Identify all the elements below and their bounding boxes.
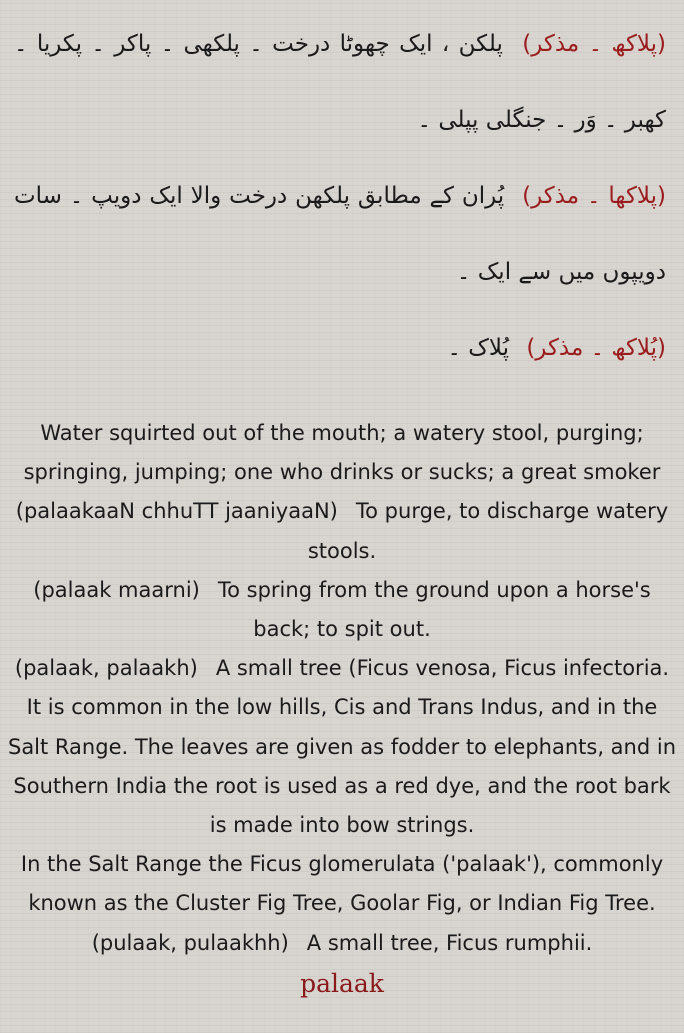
urdu-entry-1-text: پلکن ، ایک چھوٹا درخت ۔ پلکھی ۔ پاکر ۔ پکریا ۔ کھبر ۔ وَر ۔ جنگلی پپلی ۔ <box>14 31 666 133</box>
english-entry-2-term: (palaak maarni) <box>33 577 200 602</box>
english-definitions <box>0 414 684 963</box>
urdu-entry-3-text: پُلاک ۔ <box>447 335 509 361</box>
english-entry-1 <box>6 492 678 570</box>
urdu-entry-2-tag: (پلاکھا ۔ مذکر) <box>522 183 667 209</box>
urdu-entry-1 <box>14 6 666 158</box>
urdu-entry-3-tag: (پُلاکھ ۔ مذکر) <box>526 335 666 361</box>
english-entry-3-meaning: A small tree (Ficus venosa, Ficus infectoria. It is common in the low hills, Cis and Trans Indus, and in the Salt Range. The leaves are given as fodder to elephants, and in Southern India the root is used as a red dye, and the root bark is made into bow strings. <box>7 656 677 838</box>
english-entry-4-meaning: A small tree, Ficus rumphii. <box>306 930 593 955</box>
english-note: In the Salt Range the Ficus glomerulata ('palaak'), commonly known as the Cluster Fig Tree, Goolar Fig, or Indian Fig Tree. <box>20 852 664 916</box>
urdu-entry-3 <box>14 310 666 386</box>
urdu-entries <box>0 0 684 386</box>
urdu-entry-1-tag: (پلاکھ ۔ مذکر) <box>522 31 667 57</box>
english-definition: Water squirted out of the mouth; a watery stool, purging; springing, jumping; one who drinks or sucks; a great smoker <box>23 421 661 485</box>
english-entry-4 <box>6 924 678 963</box>
headword-footer: palaak <box>300 968 384 998</box>
english-entry-4-term: (pulaak, pulaakhh) <box>91 930 289 955</box>
urdu-entry-2 <box>14 158 666 310</box>
english-entry-2-meaning: To spring from the ground upon a horse's back; to spit out. <box>217 577 651 642</box>
english-entry-2 <box>6 571 678 649</box>
english-entry-3-term: (palaak, palaakh) <box>14 656 198 681</box>
english-entry-1-meaning: To purge, to discharge watery stools. <box>307 499 669 563</box>
urdu-entry-2-text: پُران کے مطابق پلکھن درخت والا ایک دویپ ۔ سات دویپوں میں سے ایک ۔ <box>14 183 666 285</box>
english-entry-1-term: (palaakaaN chhuTT jaaniyaaN) <box>15 499 338 524</box>
english-entry-3 <box>6 649 678 845</box>
